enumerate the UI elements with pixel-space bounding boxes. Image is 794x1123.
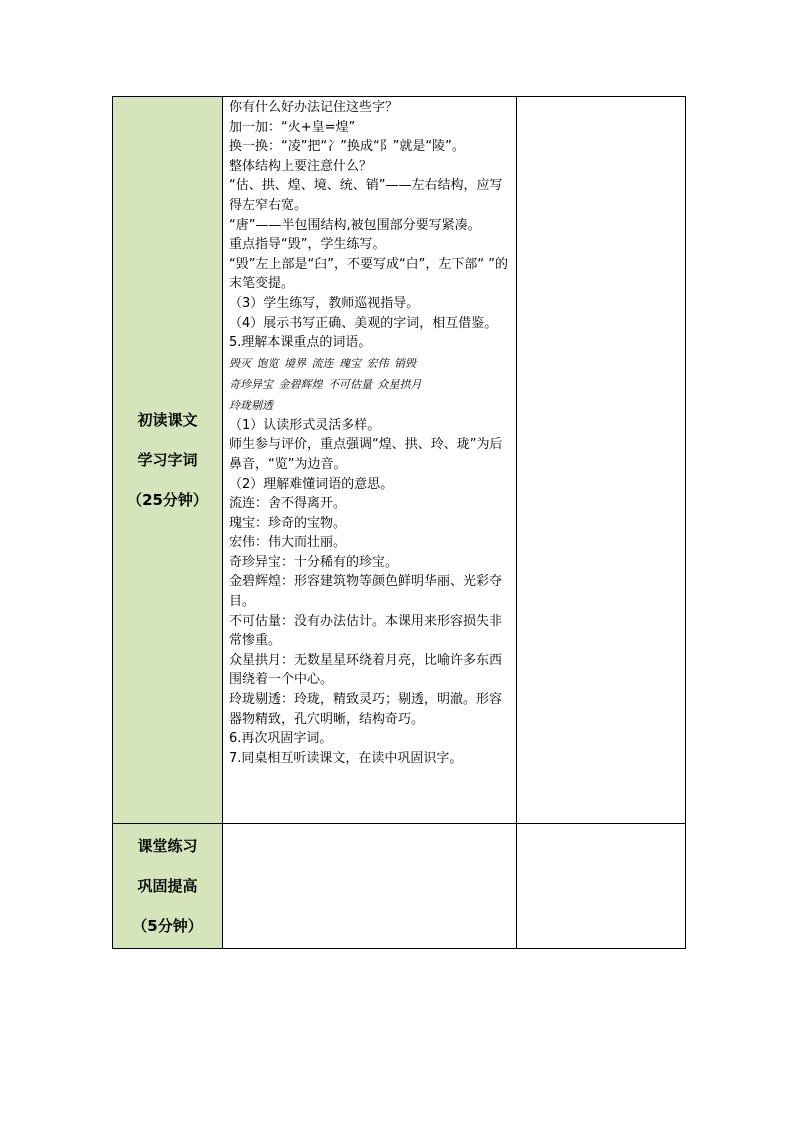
content-line: 6.再次巩固字词。 [229, 731, 333, 747]
content-line: 玲珑剔透：玲珑，精致灵巧；剔透，明澈。形容器物精致，孔穴明晰，结构奇巧。 [229, 692, 503, 727]
section-content-cell [223, 97, 517, 824]
content-line: （4）展示书写正确、美观的字词，相互借鉴。 [229, 315, 498, 331]
content-line: 宏伟：伟大而壮丽。 [229, 535, 347, 551]
section-notes [517, 824, 685, 827]
content-line: 瑰宝：珍奇的宝物。 [229, 515, 347, 531]
vocab-line: 毁灭 饱览 境界 流连 瑰宝 宏伟 销毁 [229, 356, 416, 370]
section-notes-cell [517, 97, 686, 824]
section-label: 课堂练习 [137, 837, 198, 855]
section-time: （25分钟） [127, 491, 208, 509]
content-line: 流连：舍不得离开。 [229, 496, 347, 512]
content-line: 奇珍异宝：十分稀有的珍宝。 [229, 554, 399, 570]
lesson-plan-table [112, 96, 686, 949]
vocab-line: 玲珑剔透 [229, 398, 273, 412]
section-content [223, 97, 516, 770]
content-line: 金碧辉煌：形容建筑物等颜色鲜明华丽、光彩夺目。 [229, 574, 503, 610]
section-label-cell [113, 97, 223, 824]
section-label: 初读课文 [137, 411, 198, 429]
content-line: （2）理解难懂词语的意思。 [229, 476, 394, 492]
content-line: 换一换：“凌”把“冫”换成“阝”就是“陵”。 [229, 139, 465, 155]
content-line: 7.同桌相互听读课文，在读中巩固识字。 [229, 750, 463, 766]
content-line: 你有什么好办法记住这些字？ [229, 100, 399, 115]
section-time: （5分钟） [132, 917, 203, 935]
section-content-cell [223, 824, 517, 949]
section-label: 巩固提高 [137, 877, 198, 895]
section-notes-cell [517, 824, 686, 949]
content-line: “毁”左上部是“臼”，不要写成“白”，左下部“ ”的末笔变提。 [229, 256, 509, 292]
table-row [113, 97, 686, 824]
content-line: 整体结构上要注意什么？ [229, 158, 373, 174]
table-row [113, 824, 686, 949]
section-content [223, 824, 516, 827]
content-line: 不可估量：没有办法估计。本课用来形容损失非常惨重。 [229, 613, 503, 649]
content-line: “唐”——半包围结构,被包围部分要写紧凑。 [229, 217, 481, 233]
section-label-cell [113, 824, 223, 949]
content-line: “估、拱、煌、境、统、销”——左右结构，应写得左窄右宽。 [229, 178, 503, 213]
content-line: （1）认读形式灵活多样。 [229, 417, 381, 433]
content-line: 师生参与评价，重点强调“煌、拱、玲、珑”为后鼻音，“览”为边音。 [229, 437, 503, 472]
content-line: 5.理解本课重点的词语。 [229, 335, 372, 351]
vocab-line: 奇珍异宝 金碧辉煌 不可估量 众星拱月 [229, 377, 422, 391]
content-line: 重点指导“毁”，学生练写。 [229, 237, 386, 253]
content-line: （3）学生练写，教师巡视指导。 [229, 295, 420, 311]
section-label: 学习字词 [137, 451, 198, 469]
content-line: 众星拱月：无数星星环绕着月亮，比喻许多东西围绕着一个中心。 [229, 652, 503, 688]
section-notes [517, 97, 685, 100]
content-line: 加一加：“火+皇=煌” [229, 119, 356, 135]
